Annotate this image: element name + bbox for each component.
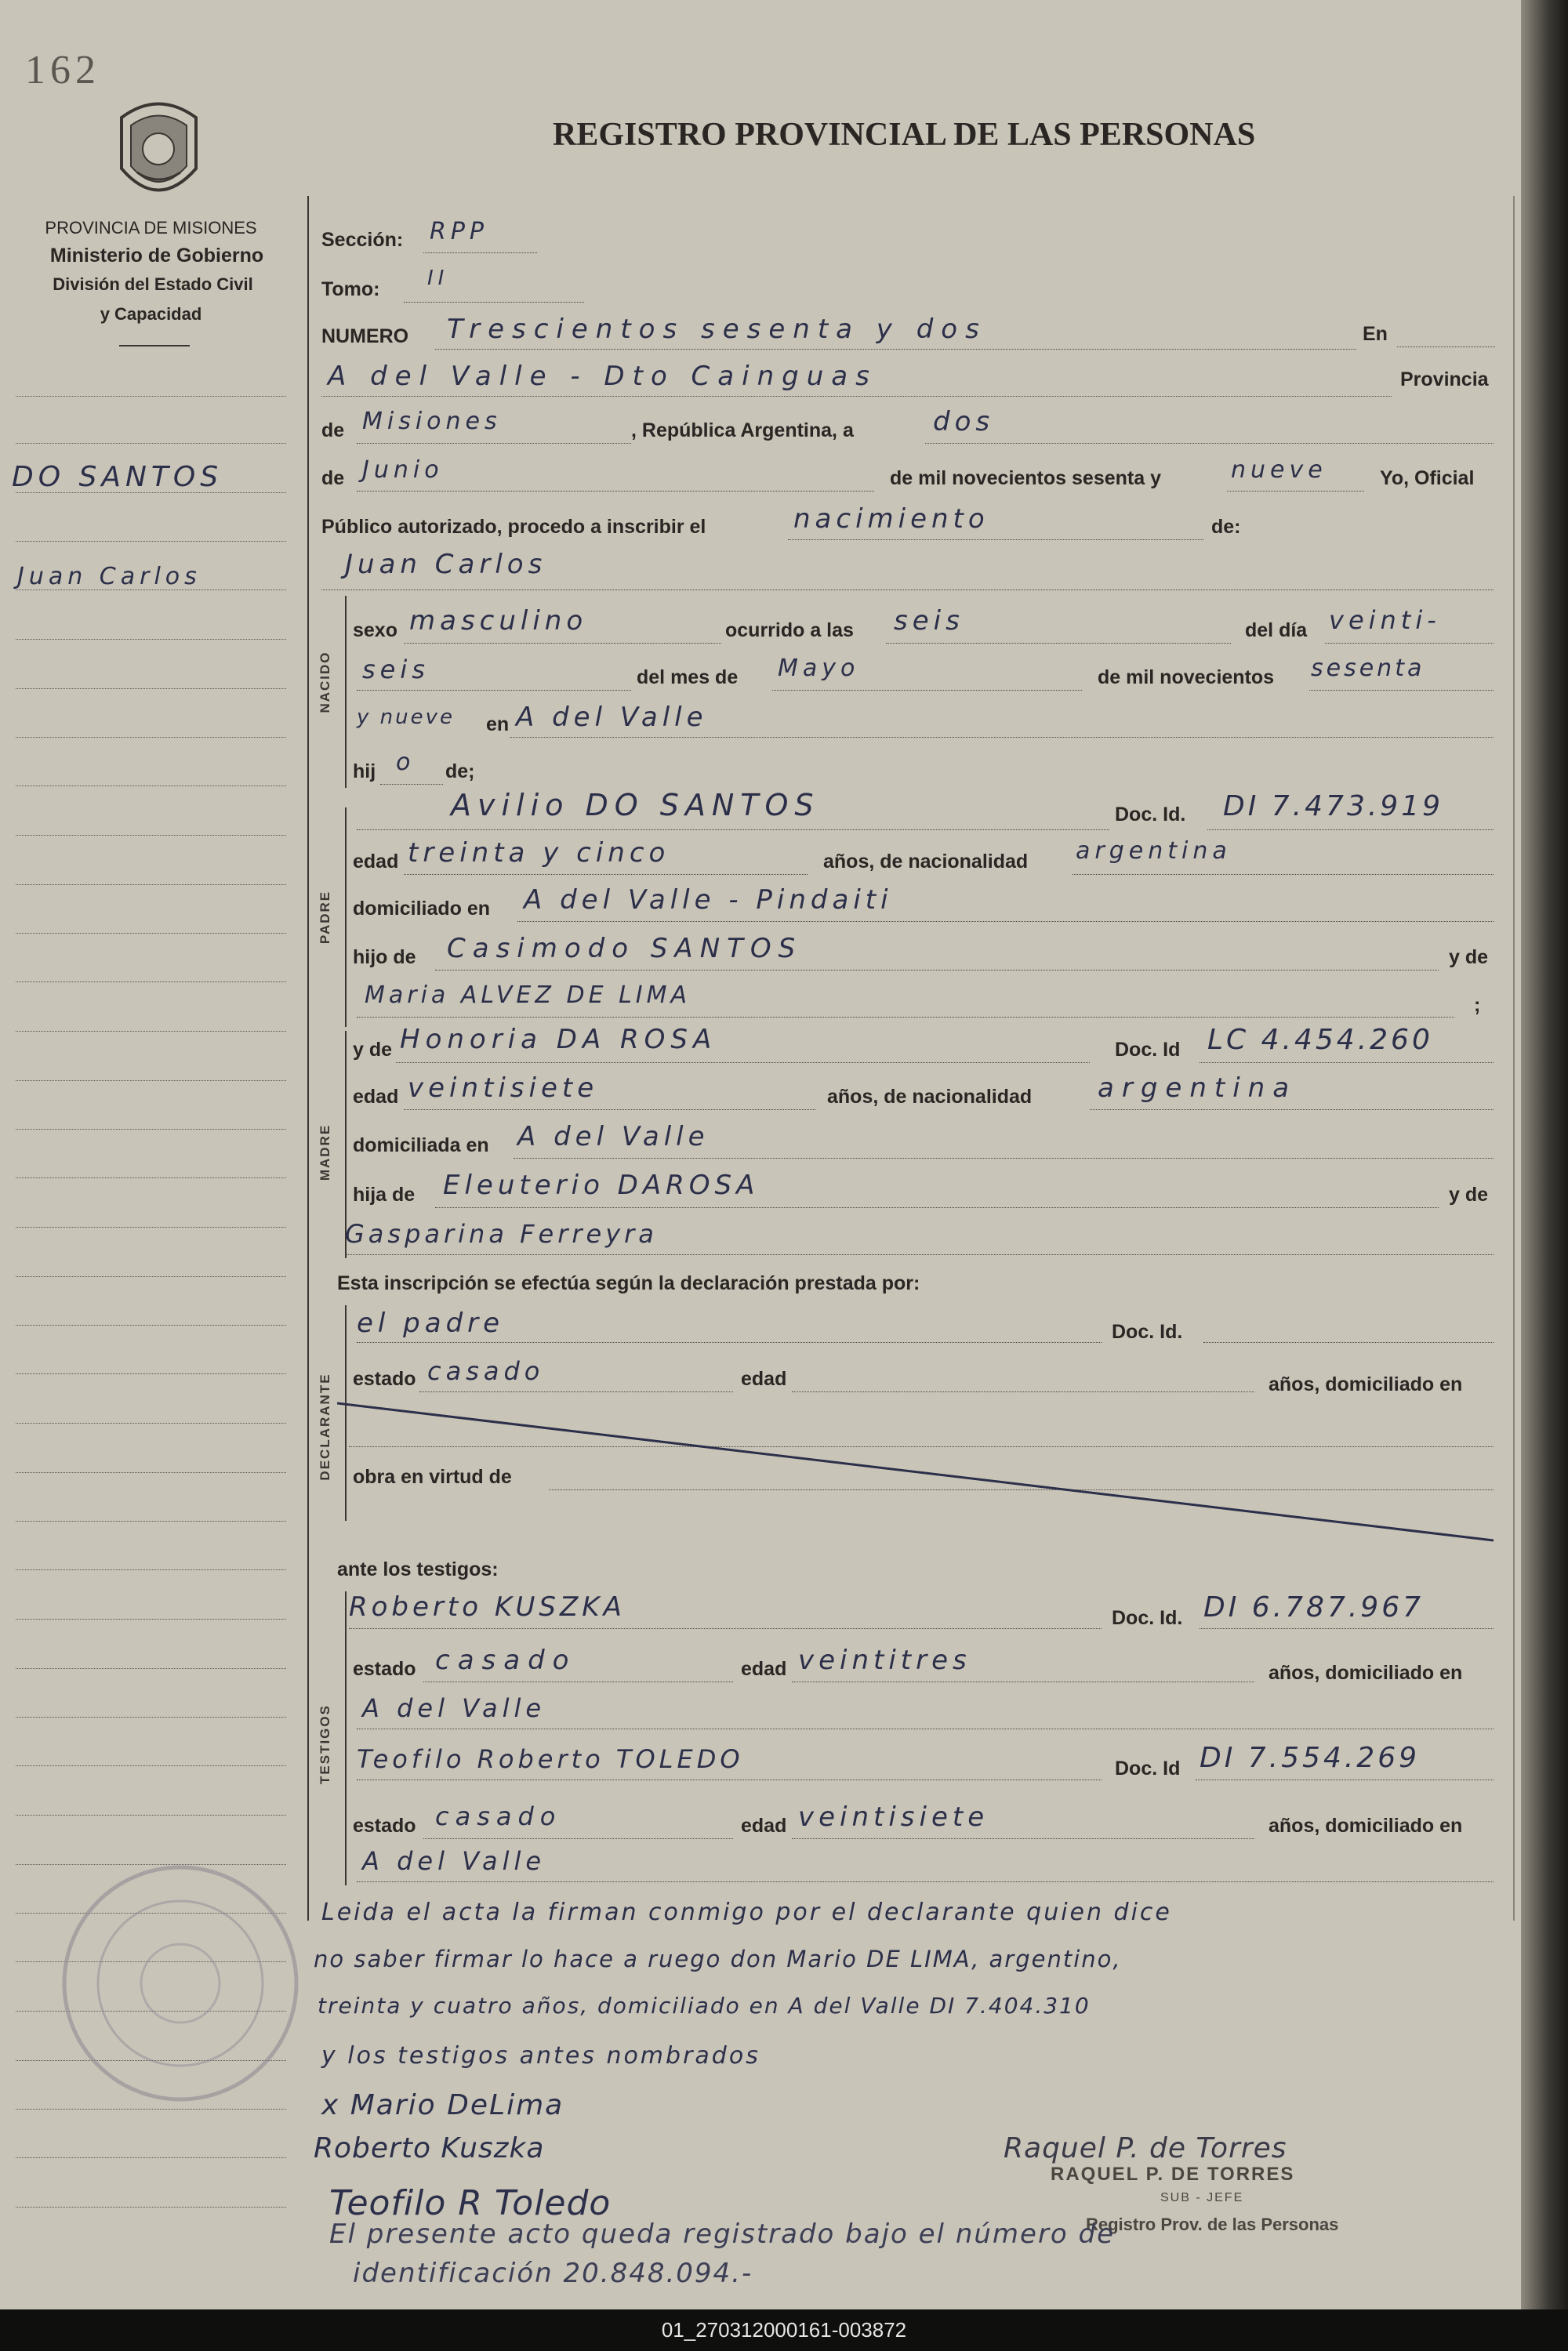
anio-value: nueve	[1231, 456, 1327, 484]
republica-label: , República Argentina, a	[631, 419, 854, 441]
madre-dom-label: domiciliada en	[353, 1134, 489, 1156]
dia-nac-line-2	[357, 690, 631, 691]
padre-sep: ;	[1474, 994, 1481, 1016]
padre-section-label: PADRE	[318, 890, 332, 945]
form-right-border	[1513, 196, 1515, 1921]
margin-surname: DO SANTOS	[12, 461, 223, 493]
dia-nac-label: del día	[1245, 619, 1308, 641]
tomo-label: Tomo:	[321, 278, 380, 300]
testigo2-edad-label: edad	[741, 1815, 787, 1837]
madre-doc-line	[1200, 1062, 1494, 1063]
madre-edad-label: edad	[353, 1086, 399, 1108]
publico-label: Público autorizado, procedo a inscribir el	[321, 516, 706, 538]
declarante-dom-label: años, domiciliado en	[1269, 1373, 1463, 1395]
declarante-estado-line	[419, 1391, 733, 1392]
declarante-edad-label: edad	[741, 1368, 787, 1390]
testigo2-doc: DI 7.554.269	[1200, 1742, 1420, 1774]
declarante-nombre: el padre	[357, 1308, 505, 1339]
madre-y-de-label: y de	[353, 1039, 393, 1061]
madre-nombre-line	[396, 1062, 1090, 1063]
margin-line	[16, 1668, 286, 1669]
seccion-label: Sección:	[321, 229, 404, 251]
document-title: REGISTRO PROVINCIAL DE LAS PERSONAS	[553, 117, 1256, 153]
padre-edad-value: treinta y cinco	[408, 837, 670, 869]
margin-line	[16, 1765, 286, 1766]
madre-nac-label: años, de nacionalidad	[827, 1086, 1033, 1108]
anio-line	[1227, 491, 1364, 492]
note-line-4: y los testigos antes nombrados	[321, 2042, 760, 2070]
margin-line	[16, 835, 286, 836]
footer-image-id: 01_270312000161-003872	[0, 2309, 1568, 2351]
dia-nac-value-1: veinti-	[1329, 605, 1441, 635]
declarante-section-label: DECLARANTE	[318, 1373, 332, 1481]
declaracion-label: Esta inscripción se efectúa según la declaración prestada por:	[337, 1272, 920, 1294]
declarante-nombre-line	[357, 1342, 1102, 1343]
padre-nac-value: argentina	[1076, 837, 1232, 865]
hora-value: seis	[894, 605, 964, 637]
margin-line	[16, 785, 286, 786]
madre-dom-line	[514, 1158, 1494, 1159]
place-value: A del Valle - Dto Cainguas	[328, 361, 877, 392]
padre-dom-label: domiciliado en	[353, 898, 491, 920]
oficial-org: Registro Prov. de las Personas	[1086, 2215, 1339, 2234]
tomo-value: II	[427, 267, 449, 290]
mes-nac-label: del mes de	[637, 666, 739, 688]
note-line-3: treinta y cuatro años, domiciliado en A del Valle DI 7.404.310	[318, 1993, 1091, 2019]
madre-nac-line	[1090, 1109, 1494, 1110]
testigo1-dom-label: años, domiciliado en	[1269, 1662, 1463, 1684]
mes-line	[357, 491, 874, 492]
testigo2-doc-label: Doc. Id	[1115, 1758, 1181, 1780]
margin-line	[16, 1619, 286, 1620]
sexo-label: sexo	[353, 619, 397, 641]
padre-nac-label: años, de nacionalidad	[823, 851, 1029, 873]
margin-line	[16, 884, 286, 885]
margin-line	[16, 443, 286, 444]
place-line	[321, 396, 1392, 397]
de-label: de	[321, 419, 345, 441]
margin-line	[16, 2109, 286, 2110]
madre-hija-label: hija de	[353, 1184, 416, 1206]
testigo2-domicilio: A del Valle	[362, 1846, 546, 1876]
testigo1-doc-label: Doc. Id.	[1112, 1607, 1183, 1629]
padre-doc-label: Doc. Id.	[1115, 804, 1186, 825]
numero-label: NUMERO	[321, 325, 409, 347]
de-colon-label: de:	[1211, 516, 1241, 538]
org-line-ministry: Ministerio de Gobierno	[49, 245, 264, 267]
margin-line	[16, 1423, 286, 1424]
numero-value: Trescientos sesenta y dos	[447, 314, 987, 345]
sexo-value: masculino	[409, 605, 588, 637]
margin-given-name: Juan Carlos	[17, 563, 201, 590]
declarante-estado: casado	[427, 1356, 545, 1386]
madre-dom-value: A del Valle	[517, 1121, 710, 1152]
hijo-de-label: de;	[445, 760, 475, 782]
declarante-estado-label: estado	[353, 1368, 416, 1390]
testigo1-doc: DI 6.787.967	[1203, 1591, 1424, 1624]
margin-line	[16, 1717, 286, 1718]
padre-madre-de: Maria ALVEZ DE LIMA	[365, 981, 691, 1009]
note-line-1: Leida el acta la firman conmigo por el declarante quien dice	[321, 1899, 1172, 1926]
provincia-label: Provincia	[1400, 368, 1489, 390]
margin-line	[16, 1373, 286, 1374]
margin-line	[16, 2157, 286, 2158]
margin-line	[16, 1080, 286, 1081]
padre-doc-value: DI 7.473.919	[1223, 790, 1443, 822]
nacido-bracket	[345, 596, 347, 788]
madre-doc-label: Doc. Id	[1115, 1039, 1181, 1061]
margin-line	[16, 1276, 286, 1277]
declarante-doc-line	[1203, 1342, 1494, 1343]
testigo2-edad-line	[792, 1838, 1254, 1839]
form-left-border	[307, 196, 309, 1921]
dia-nac-value-2: seis	[362, 655, 430, 684]
oficial-cargo: SUB - JEFE	[1160, 2191, 1244, 2204]
testigo2-estado-label: estado	[353, 1815, 416, 1837]
testigo1-doc-line	[1200, 1628, 1494, 1629]
acto-value: nacimiento	[793, 503, 989, 535]
de-mes-label: de	[321, 467, 345, 489]
dia-nac-line	[1325, 643, 1494, 644]
testigo2-dom-label: años, domiciliado en	[1269, 1815, 1463, 1837]
declarante-doc-label: Doc. Id.	[1112, 1321, 1183, 1343]
oficial-name: RAQUEL P. DE TORRES	[1051, 2164, 1295, 2185]
mes-value: Junio	[362, 456, 444, 484]
madre-padre-de: Eleuterio DAROSA	[443, 1170, 760, 1201]
hijo-line	[380, 784, 443, 785]
padre-edad-line	[404, 874, 808, 875]
mes-nac-value: Mayo	[778, 655, 860, 682]
testigo1-estado-label: estado	[353, 1658, 416, 1680]
madre-section-label: MADRE	[318, 1123, 332, 1181]
signature-testigo2: Teofilo R Toledo	[329, 2183, 612, 2223]
margin-line	[16, 1177, 286, 1178]
coat-of-arms-icon	[106, 94, 212, 212]
testigo1-edad: veintitres	[798, 1645, 971, 1676]
testigo2-estado: casado	[435, 1801, 562, 1831]
en-label: En	[1363, 323, 1388, 345]
margin-line	[16, 1472, 286, 1473]
padre-nombre-line	[357, 829, 1109, 830]
padre-edad-label: edad	[353, 851, 399, 873]
signature-testigo1: Roberto Kuszka	[314, 2132, 545, 2164]
anio-label: de mil novecientos sesenta y	[890, 467, 1161, 489]
padre-nombre: Avilio DO SANTOS	[451, 788, 820, 822]
seccion-value: RPP	[430, 218, 489, 245]
declarante-strike	[337, 1395, 1497, 1552]
page-number: 162	[25, 48, 100, 93]
anio-nac-label: de mil novecientos	[1098, 666, 1275, 688]
declarante-edad-line	[792, 1391, 1254, 1392]
margin-line	[16, 2207, 286, 2208]
org-line-division: División del Estado Civil	[53, 274, 253, 294]
hijo-label: hij	[353, 760, 376, 782]
margin-line	[16, 1569, 286, 1570]
acto-line	[788, 539, 1203, 540]
oficial-label: Yo, Oficial	[1380, 467, 1475, 489]
padre-dom-value: A del Valle - Pindaiti	[524, 884, 893, 916]
testigos-bracket	[345, 1591, 347, 1885]
margin-line	[16, 396, 286, 397]
padre-nac-line	[1073, 874, 1494, 875]
padre-dom-line	[517, 921, 1494, 922]
testigo2-estado-line	[423, 1838, 733, 1839]
testigo1-nombre: Roberto KUSZKA	[349, 1591, 626, 1623]
book-binding	[1521, 0, 1568, 2309]
madre-edad-line	[404, 1109, 815, 1110]
signature-oficial: Raquel P. de Torres	[1004, 2132, 1287, 2164]
madre-y-de-2-label: y de	[1449, 1184, 1489, 1206]
madre-edad-value: veintisiete	[408, 1072, 599, 1104]
seccion-line	[423, 252, 537, 253]
padre-hijo-label: hijo de	[353, 946, 416, 968]
note-line-2: no saber firmar lo hace a ruego don Mario DE LIMA, argentino,	[314, 1946, 1122, 1972]
hora-line	[886, 643, 1231, 644]
nacido-section-label: NACIDO	[318, 651, 332, 713]
testigo1-edad-label: edad	[741, 1658, 787, 1680]
provincia-value: Misiones	[362, 408, 502, 435]
testigo1-estado: casado	[435, 1645, 577, 1676]
margin-line	[16, 737, 286, 738]
testigo2-nombre: Teofilo Roberto TOLEDO	[357, 1744, 744, 1774]
anio-nac-value-2: y nueve	[357, 706, 455, 729]
sexo-line	[404, 643, 721, 644]
testigo1-domicilio: A del Valle	[362, 1693, 546, 1723]
margin-line	[16, 1815, 286, 1816]
anio-nac-line	[1309, 690, 1494, 691]
madre-nac-value: argentina	[1098, 1072, 1298, 1104]
margin-line	[16, 1129, 286, 1130]
en-nac-label: en	[486, 713, 510, 735]
testigo2-dom-line	[357, 1881, 1494, 1882]
hora-label: ocurrido a las	[725, 619, 854, 641]
org-underline	[119, 345, 190, 346]
org-line-capacity: y Capacidad	[100, 304, 202, 324]
padre-hijo-line	[435, 970, 1439, 971]
mes-nac-line	[772, 690, 1082, 691]
org-line-province: PROVINCIA DE MISIONES	[45, 218, 257, 238]
madre-madre-de-line	[345, 1254, 1494, 1255]
hijo-suffix: o	[396, 749, 416, 776]
margin-line	[16, 688, 286, 689]
nombre-value: Juan Carlos	[345, 549, 547, 580]
madre-madre-de: Gasparina Ferreyra	[345, 1219, 658, 1249]
madre-doc-value: LC 4.454.260	[1207, 1024, 1433, 1056]
dia-line	[925, 443, 1494, 444]
numero-line	[435, 349, 1356, 350]
declarante-obra-label: obra en virtud de	[353, 1466, 512, 1488]
margin-line	[16, 639, 286, 640]
padre-bracket	[345, 807, 347, 1027]
testigo2-edad: veintisiete	[798, 1801, 989, 1833]
en-line	[1397, 346, 1495, 347]
padre-madre-de-line	[357, 1017, 1454, 1018]
padre-padre-de: Casimodo SANTOS	[447, 933, 803, 964]
testigos-ante-label: ante los testigos:	[337, 1558, 499, 1580]
official-stamp-icon	[55, 1858, 306, 2109]
margin-line	[16, 1521, 286, 1522]
margin-line	[16, 933, 286, 934]
provincia-line	[357, 443, 631, 444]
testigos-section-label: TESTIGOS	[318, 1704, 332, 1784]
dia-value: dos	[933, 406, 995, 437]
margin-line	[16, 1227, 286, 1228]
testigo1-nombre-line	[349, 1628, 1102, 1629]
margin-line	[16, 981, 286, 982]
margin-line	[16, 1325, 286, 1326]
tomo-line	[404, 302, 584, 303]
padre-y-de-label: y de	[1449, 946, 1489, 968]
padre-doc-line	[1207, 829, 1494, 830]
margin-line	[16, 1031, 286, 1032]
madre-hija-line	[435, 1207, 1439, 1208]
lugar-line	[510, 737, 1494, 738]
signature-ruego: x Mario DeLima	[321, 2089, 564, 2121]
anio-nac-value-1: sesenta	[1311, 655, 1425, 682]
bottom-note-1: El presente acto queda registrado bajo el número de	[329, 2219, 1116, 2250]
bottom-note-2: identificación 20.848.094.-	[353, 2258, 753, 2289]
margin-line	[16, 541, 286, 542]
lugar-value: A del Valle	[516, 702, 708, 733]
madre-nombre: Honoria DA ROSA	[400, 1024, 717, 1055]
